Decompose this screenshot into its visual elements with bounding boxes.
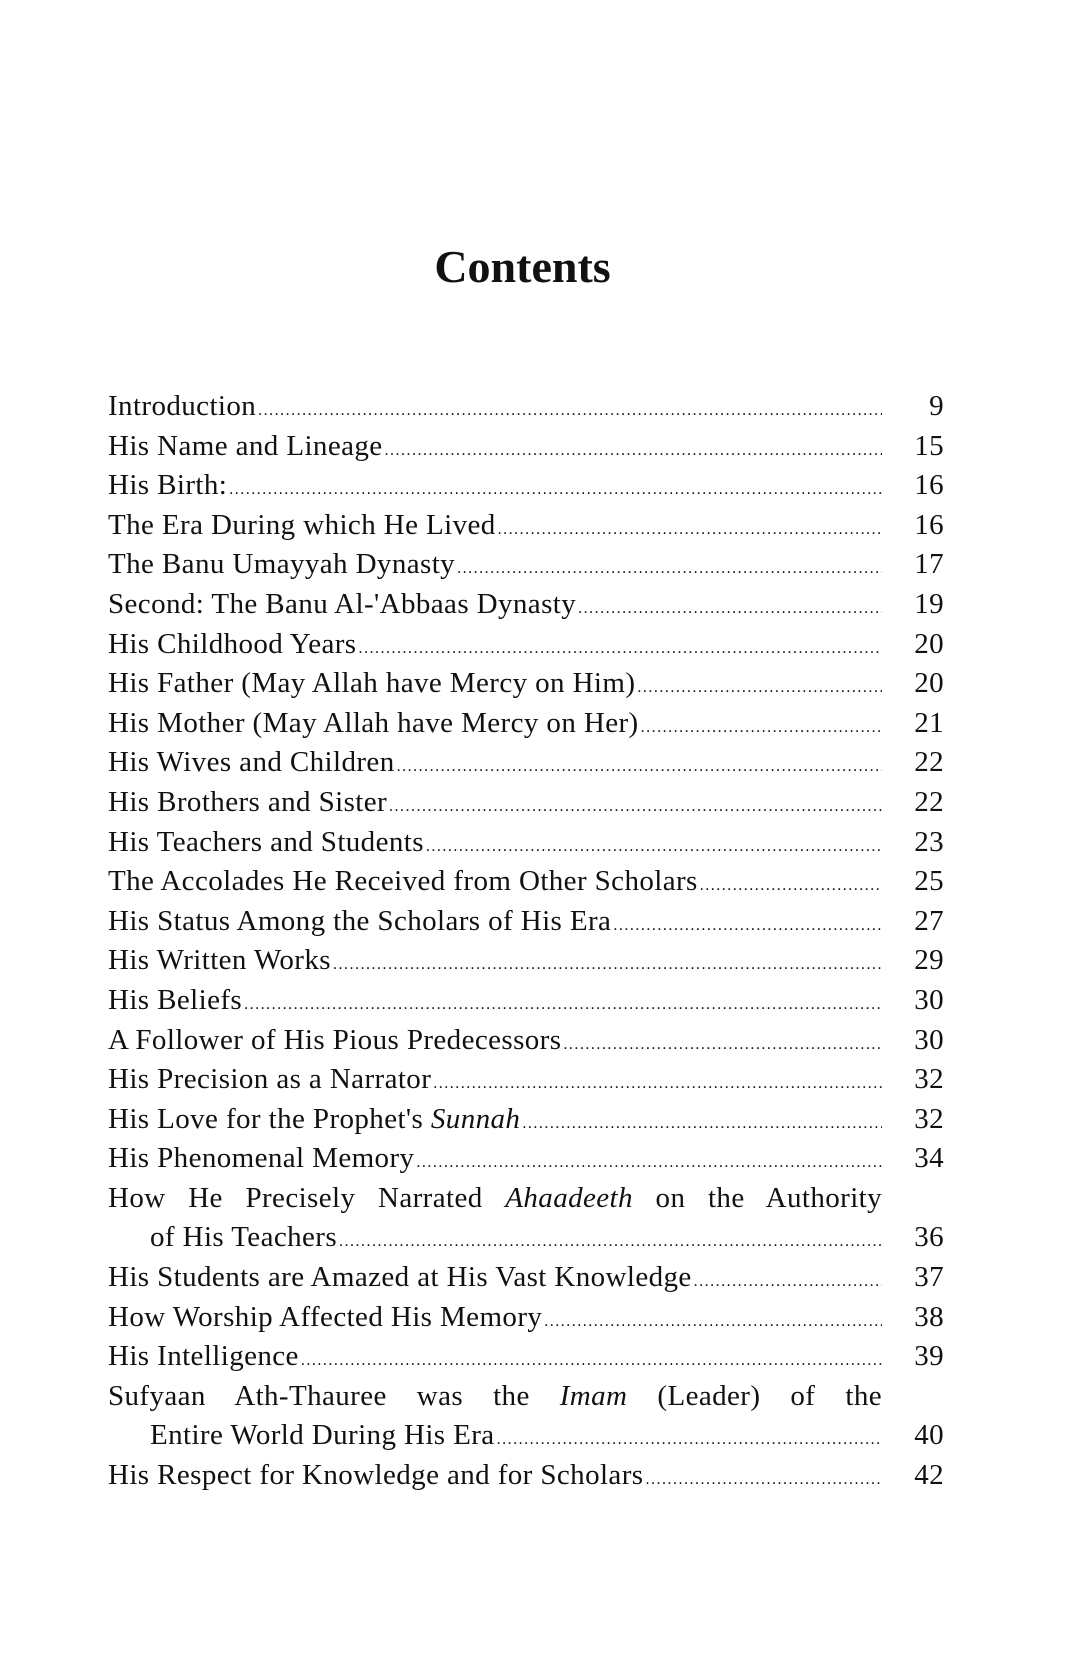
entry-title [108, 1380, 882, 1413]
entry-title: His Respect for Knowledge and for Scholars [108, 1459, 644, 1492]
entry-title: The Era During which He Lived [108, 508, 496, 541]
entry-title-italic: Sunnah [430, 1102, 521, 1135]
dot-leader [700, 877, 882, 895]
entry-title: His Name and Lineage [108, 429, 383, 462]
entry-title: His Mother (May Allah have Mercy on Her) [108, 706, 639, 739]
page-number: 17 [914, 548, 944, 581]
toc-entry-line[interactable] [108, 1182, 944, 1222]
page-number: 23 [914, 825, 944, 858]
dot-leader [389, 798, 882, 816]
toc-entry[interactable] [108, 588, 944, 628]
dot-leader [498, 521, 882, 539]
page-number: 42 [914, 1459, 944, 1492]
toc-entry[interactable] [108, 786, 944, 826]
page-number: 25 [914, 865, 944, 898]
table-of-contents [108, 390, 944, 1499]
dot-leader [637, 679, 882, 697]
toc-entry[interactable] [108, 707, 944, 747]
page-number: 22 [914, 746, 944, 779]
dot-leader [385, 442, 882, 460]
dot-leader [522, 1115, 882, 1133]
toc-entry-line[interactable] [108, 1419, 944, 1459]
entry-title: His Status Among the Scholars of His Era [108, 904, 612, 937]
entry-title: His Intelligence [108, 1340, 299, 1373]
entry-title-italic: Ahaadeeth [505, 1181, 633, 1214]
page-title: Contents [434, 241, 611, 292]
page-number: 20 [914, 667, 944, 700]
toc-entry[interactable] [108, 865, 944, 905]
toc-entry[interactable] [108, 430, 944, 470]
toc-entry[interactable] [108, 628, 944, 668]
entry-title: His Phenomenal Memory [108, 1142, 415, 1175]
entry-title [108, 1182, 882, 1215]
entry-title: His Birth: [108, 469, 228, 502]
dot-leader [433, 1075, 882, 1093]
dot-leader [244, 996, 882, 1014]
entry-title-part: How He Precisely Narrated [108, 1181, 483, 1214]
page-number: 32 [914, 1063, 944, 1096]
entry-title: His Teachers and Students [108, 825, 424, 858]
dot-leader [339, 1233, 882, 1251]
dot-leader [563, 1036, 882, 1054]
dot-leader [694, 1273, 882, 1291]
toc-entry[interactable] [108, 1261, 944, 1301]
toc-entry[interactable] [108, 984, 944, 1024]
dot-leader [578, 600, 882, 618]
entry-title: The Accolades He Received from Other Scholars [108, 865, 698, 898]
page-number: 22 [914, 785, 944, 818]
toc-entry[interactable] [108, 1301, 944, 1341]
page-number: 15 [914, 429, 944, 462]
toc-entry[interactable] [108, 905, 944, 945]
page-number: 40 [914, 1419, 944, 1452]
entry-title: His Brothers and Sister [108, 785, 388, 818]
dot-leader [613, 917, 882, 935]
page-number: 39 [914, 1340, 944, 1373]
entry-title-part: Sufyaan Ath-Thauree was the [108, 1379, 530, 1412]
dot-leader [301, 1352, 882, 1370]
toc-entry[interactable] [108, 746, 944, 786]
toc-entry[interactable] [108, 1459, 944, 1499]
toc-entry[interactable] [108, 667, 944, 707]
toc-entry[interactable] [108, 548, 944, 588]
entry-title [108, 1103, 520, 1136]
page-number: 30 [914, 1023, 944, 1056]
dot-leader [258, 402, 882, 420]
dot-leader [359, 640, 883, 658]
dot-leader [333, 956, 882, 974]
dot-leader [645, 1471, 882, 1489]
entry-title-continued: of His Teachers [150, 1221, 338, 1254]
dot-leader [641, 719, 882, 737]
entry-title: Second: The Banu Al-'Abbaas Dynasty [108, 587, 577, 620]
toc-entry[interactable] [108, 826, 944, 866]
dot-leader [544, 1313, 882, 1331]
entry-title-italic: Imam [559, 1379, 628, 1412]
entry-title-part: His Love for the Prophet's [108, 1102, 424, 1135]
page-number: 34 [914, 1142, 944, 1175]
toc-entry[interactable] [108, 944, 944, 984]
page-number: 27 [914, 904, 944, 937]
entry-title-part: (Leader) of the [657, 1379, 883, 1412]
entry-title: His Precision as a Narrator [108, 1063, 432, 1096]
page-number: 21 [914, 706, 944, 739]
entry-title: His Students are Amazed at His Vast Knowledge [108, 1261, 692, 1294]
toc-entry[interactable] [108, 1142, 944, 1182]
entry-title-continued: Entire World During His Era [150, 1419, 495, 1452]
entry-title-part: on the Authority [655, 1181, 883, 1214]
entry-title: His Wives and Children [108, 746, 395, 779]
entry-title: The Banu Umayyah Dynasty [108, 548, 456, 581]
page-number: 37 [914, 1261, 944, 1294]
dot-leader [426, 838, 882, 856]
dot-leader [416, 1154, 882, 1172]
toc-entry[interactable] [108, 1103, 944, 1143]
entry-title: His Written Works [108, 944, 331, 977]
dot-leader [397, 758, 882, 776]
page-number: 19 [914, 587, 944, 620]
page-number: 20 [914, 627, 944, 660]
entry-title: How Worship Affected His Memory [108, 1300, 543, 1333]
entry-title: Introduction [108, 390, 257, 422]
toc-entry[interactable] [108, 469, 944, 509]
toc-entry[interactable] [108, 390, 944, 430]
toc-entry[interactable] [108, 1340, 944, 1380]
toc-entry[interactable] [108, 1063, 944, 1103]
entry-title: A Follower of His Pious Predecessors [108, 1023, 562, 1056]
page-number: 30 [914, 983, 944, 1016]
entry-title: His Childhood Years [108, 627, 357, 660]
toc-entry[interactable] [108, 1024, 944, 1064]
dot-leader [457, 560, 882, 578]
entry-title: His Beliefs [108, 983, 243, 1016]
toc-entry-line[interactable] [108, 1221, 944, 1261]
toc-entry[interactable] [108, 509, 944, 549]
entry-title: His Father (May Allah have Mercy on Him) [108, 667, 636, 700]
toc-entry-line[interactable] [108, 1380, 944, 1420]
page-number: 29 [914, 944, 944, 977]
page-number: 16 [914, 469, 944, 502]
page-number: 38 [914, 1300, 944, 1333]
page-number: 9 [929, 390, 944, 422]
dot-leader [497, 1431, 882, 1449]
page-number: 16 [914, 508, 944, 541]
dot-leader [229, 481, 882, 499]
page-number: 32 [914, 1102, 944, 1135]
page-number: 36 [914, 1221, 944, 1254]
